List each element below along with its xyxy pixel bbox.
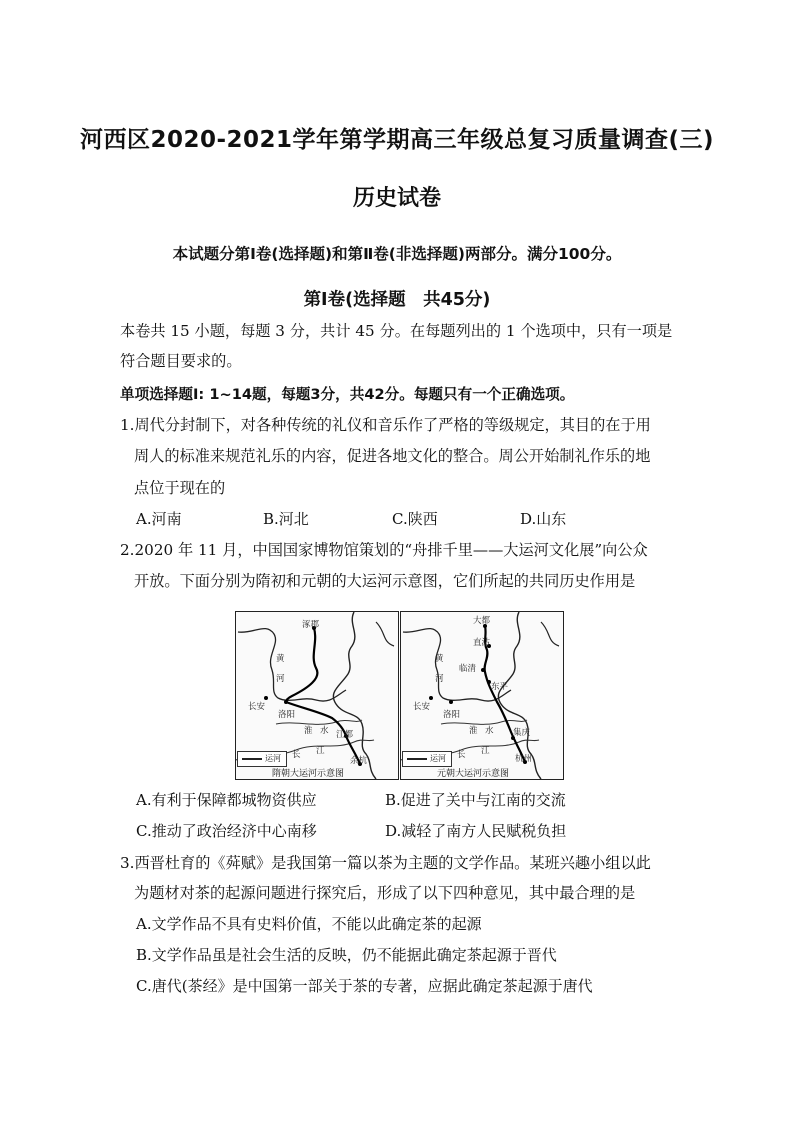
- q2-option-d: D.减轻了南方人民赋税负担: [385, 822, 567, 840]
- map-label-shui: 水: [320, 726, 329, 736]
- map-label-chang: 长: [292, 750, 301, 760]
- map-label-linqing: 临清: [459, 664, 477, 674]
- q1-option-c: C.陕西: [392, 510, 438, 528]
- q3-option-c: C.唐代(茶经》是中国第一部关于茶的专著，应据此确定茶起源于唐代: [136, 977, 593, 995]
- map-label-yuhang: 余杭: [350, 756, 368, 766]
- q2-option-a: A.有利于保障都城物资供应: [136, 791, 317, 809]
- q1-option-b: B.河北: [263, 510, 309, 528]
- question-1-text: 周人的标准来规范礼乐的内容，促进各地文化的整合。周公开始制礼作乐的地: [134, 447, 651, 465]
- q1-option-a: A.河南: [136, 510, 182, 528]
- question-1-text: 1.周代分封制下，对各种传统的礼仪和音乐作了严格的等级规定，其目的在于用: [120, 416, 651, 434]
- map-label-luoyang: 洛阳: [443, 710, 461, 720]
- part-heading: 单项选择题Ⅰ: 1~14题，每题3分，共42分。每题只有一个正确选项。: [120, 386, 575, 403]
- question-1-text: 点位于现在的: [134, 479, 226, 497]
- map-label-he: 河: [276, 674, 285, 684]
- map-legend: [402, 751, 452, 767]
- map-legend-label: 运河: [430, 754, 446, 763]
- map-legend: [237, 751, 287, 767]
- map-label-jiang: 江: [316, 746, 325, 756]
- map-label-zhigu: 直沽: [473, 638, 491, 648]
- sui-grand-canal-map: [235, 611, 399, 780]
- section-intro-line: 符合题目要求的。: [120, 352, 242, 370]
- map-label-changan: 长安: [248, 702, 266, 712]
- map-label-luoyang: 洛阳: [278, 710, 296, 720]
- map-label-changan: 长安: [413, 702, 431, 712]
- map-label-jiang: 江: [481, 746, 490, 756]
- exam-subject-title: 历史试卷: [352, 186, 441, 211]
- map-legend-label: 运河: [265, 754, 281, 763]
- map-label-jiqing: 集庆: [513, 728, 531, 738]
- question-2-text: 2.2020 年 11 月，中国国家博物馆策划的“舟排千里——大运河文化展”向公众: [120, 541, 648, 559]
- map-label-huai: 淮: [469, 726, 478, 736]
- q2-option-c: C.推动了政治经济中心南移: [136, 822, 317, 840]
- q3-option-a: A.文学作品不具有史料价值，不能以此确定茶的起源: [136, 915, 482, 933]
- map-label-jiangdu: 江都: [336, 730, 354, 740]
- q2-option-b: B.促进了关中与江南的交流: [385, 791, 566, 809]
- section-intro-line: 本卷共 15 小题，每题 3 分，共计 45 分。在每题列出的 1 个选项中，只有一项是: [120, 322, 673, 340]
- section-title: 第Ⅰ卷(选择题 共45分): [303, 290, 491, 310]
- map-label-huang: 黄: [435, 654, 444, 664]
- map-label-huang: 黄: [276, 654, 285, 664]
- q3-option-b: B.文学作品虽是社会生活的反映，仍不能据此确定茶起源于晋代: [136, 946, 557, 964]
- exam-title: 河西区2020-2021学年第学期高三年级总复习质量调查(三): [79, 127, 715, 153]
- map-label-dongping: 东平: [491, 682, 509, 692]
- map-label-huai: 淮: [304, 726, 313, 736]
- yuan-grand-canal-map: [400, 611, 564, 780]
- map-label-chang: 长: [457, 750, 466, 760]
- exam-notice: 本试题分第Ⅰ卷(选择题)和第Ⅱ卷(非选择题)两部分。满分100分。: [172, 245, 622, 263]
- map-label-he: 河: [435, 674, 444, 684]
- map-label-shui: 水: [485, 726, 494, 736]
- map-label-dadu: 大都: [473, 616, 491, 626]
- question-3-text: 为题材对茶的起源问题进行探究后，形成了以下四种意见，其中最合理的是: [134, 884, 636, 902]
- map-label-zhuojun: 涿郡: [302, 620, 320, 630]
- map-caption-sui: 隋朝大运河示意图: [272, 769, 345, 779]
- map-caption-yuan: 元朝大运河示意图: [437, 769, 510, 779]
- question-2-text: 开放。下面分别为隋初和元朝的大运河示意图，它们所起的共同历史作用是: [134, 572, 636, 590]
- q1-option-d: D.山东: [520, 510, 567, 528]
- question-3-text: 3.西晋杜育的《荈赋》是我国第一篇以茶为主题的文学作品。某班兴趣小组以此: [120, 854, 651, 872]
- map-label-hangzhou: 杭州: [515, 754, 533, 764]
